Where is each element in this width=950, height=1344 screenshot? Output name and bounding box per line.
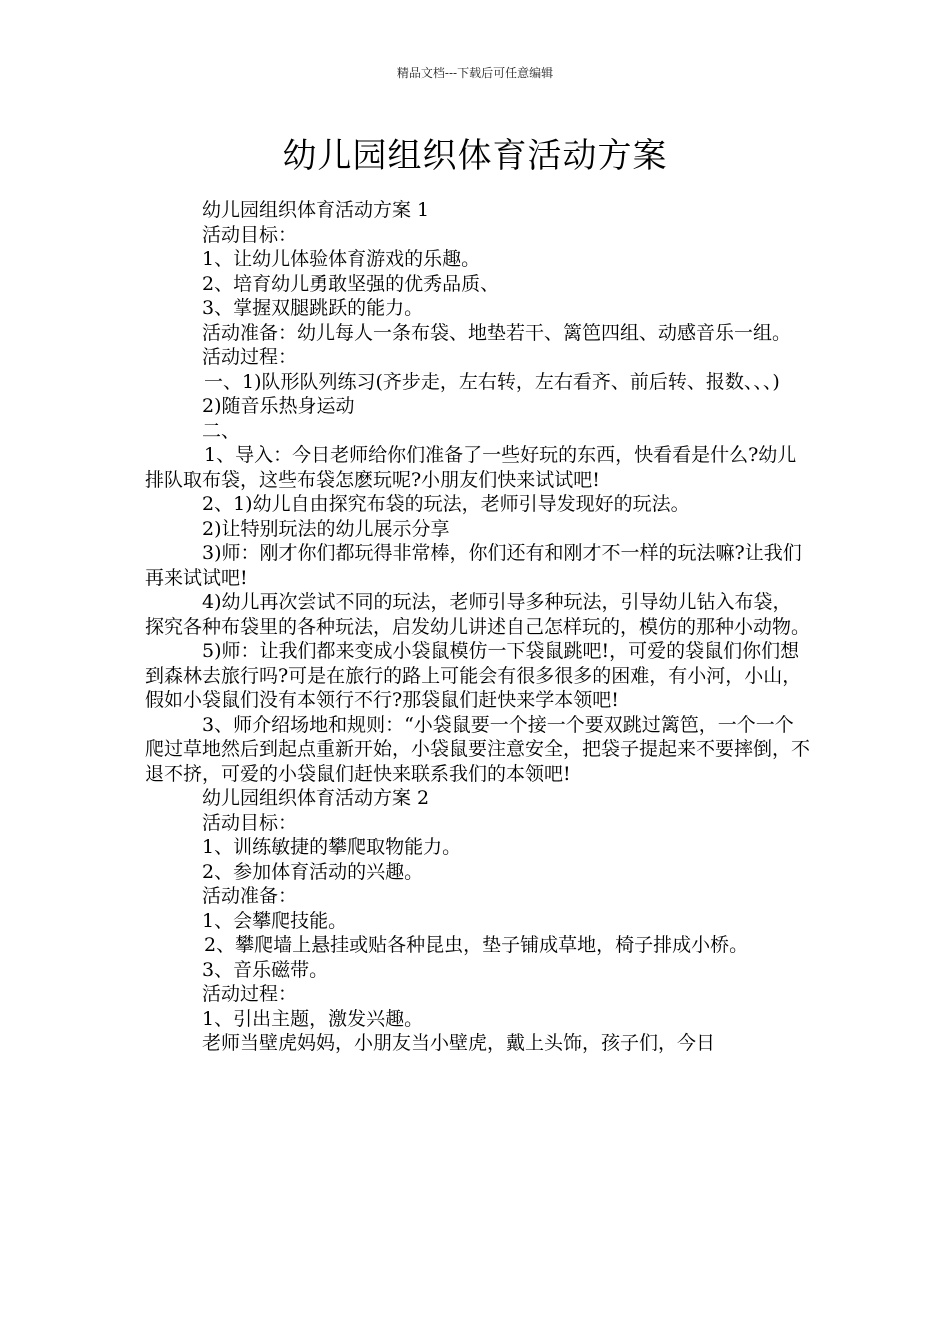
paragraph: 1、会攀爬技能。	[202, 909, 348, 932]
paragraph: 1、让幼儿体验体育游戏的乐趣。	[202, 248, 481, 270]
paragraph: 活动过程：	[202, 983, 298, 1005]
paragraph: 3、掌握双腿跳跃的能力。	[202, 297, 424, 319]
paragraph: 2、攀爬墙上悬挂或贴各种昆虫，垫子铺成草地，椅子排成小桥。	[204, 934, 749, 956]
paragraph: 活动准备：幼儿每人一条布袋、地垫若干、篱笆四组、动感音乐一组。	[202, 321, 792, 344]
paragraph: 活动目标：	[202, 223, 298, 246]
paragraph: 1、导入：今日老师给你们准备了一些好玩的东西，快看看是什么?幼儿排队取布袋，这些布袋怎麽玩呢?小朋友们快来试试吧!	[145, 444, 797, 491]
paragraph: 3)师：刚才你们都玩得非常棒，你们还有和刚才不一样的玩法嘛?让我们再来试试吧!	[145, 542, 802, 589]
paragraph: 一、1)队形队列练习(齐步走，左右转，左右看齐、前后转、报数、、、)	[204, 370, 780, 393]
paragraph: 2、培育幼儿勇敢坚强的优秀品质、	[202, 272, 500, 295]
paragraph: 老师当壁虎妈妈，小朋友当小壁虎，戴上头饰，孩子们，今日	[202, 1032, 716, 1054]
paragraph: 3、师介绍场地和规则：“小袋鼠要一个接一个要双跳过篱笆，一个一个爬过草地然后到起点重新开始，小袋鼠要注意安全，把袋子提起来不要摔倒，不退不挤，可爱的小袋鼠们赶快来联系我们的本领吧!	[145, 713, 811, 785]
paragraph: 3、音乐磁带。	[202, 958, 329, 981]
document-body	[145, 198, 810, 1056]
paragraph: 2)随音乐热身运动	[202, 395, 355, 417]
document-title: 幼儿园组织体育活动方案	[282, 136, 668, 176]
section-heading-1: 幼儿园组织体育活动方案 1	[202, 199, 430, 221]
paragraph: 活动过程：	[202, 346, 298, 368]
paragraph: 2、1)幼儿自由探究布袋的玩法，老师引导发现好的玩法。	[202, 493, 690, 515]
paragraph: 4)幼儿再次尝试不同的玩法，老师引导多种玩法，引导幼儿钻入布袋，探究各种布袋里的各种玩法，启发幼儿讲述自己怎样玩的，模仿的那种小动物。	[145, 591, 811, 638]
paragraph: 活动准备：	[202, 885, 298, 907]
paragraph: 1、引出主题，激发兴趣。	[202, 1007, 424, 1030]
paragraph: 二、	[202, 419, 241, 442]
paragraph: 2、参加体育活动的兴趣。	[202, 860, 424, 883]
paragraph: 活动目标：	[202, 811, 298, 834]
paragraph: 2)让特别玩法的幼儿展示分享	[202, 517, 450, 540]
paragraph: 5)师：让我们都来变成小袋鼠模仿一下袋鼠跳吧!，可爱的袋鼠们你们想到森林去旅行吗?可是在旅行的路上可能会有很多很多的困难，有小河，小山，假如小袋鼠们没有本领行不行?那袋鼠们赶快来学本领吧!	[145, 640, 802, 711]
section-heading-2: 幼儿园组织体育活动方案 2	[202, 787, 430, 809]
paragraph: 1、训练敏捷的攀爬取物能力。	[202, 836, 462, 858]
page-header: 精品文档---下载后可任意编辑	[396, 66, 554, 80]
